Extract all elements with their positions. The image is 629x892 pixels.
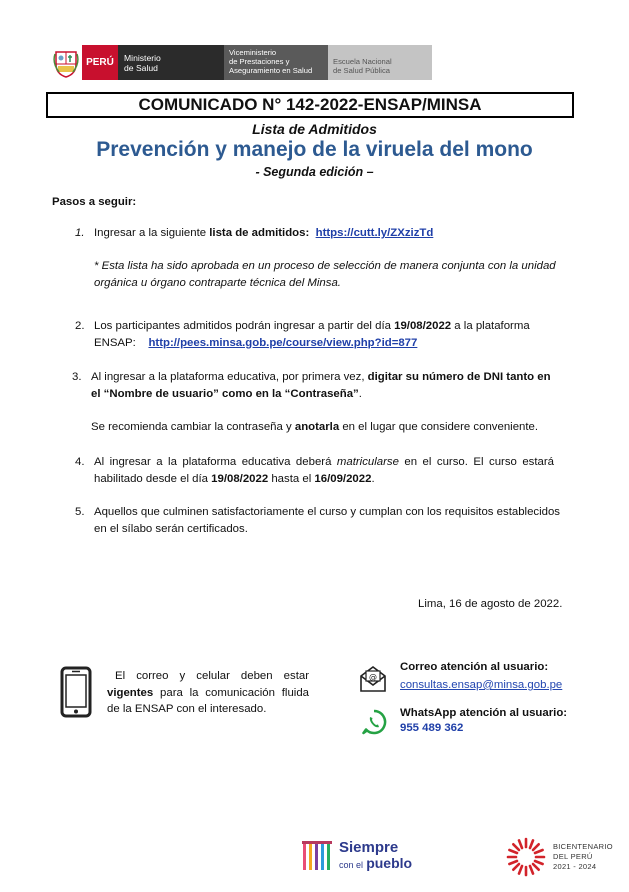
admitidos-list-link[interactable]: https://cutt.ly/ZXzizTd: [315, 227, 434, 239]
whatsapp-icon: [361, 709, 387, 738]
step3-number: 3.: [72, 371, 82, 383]
pasos-heading: Pasos a seguir:: [52, 196, 137, 208]
course-title: Prevención y manejo de la viruela del mono: [96, 138, 533, 161]
svg-text:@: @: [369, 672, 377, 682]
hands-logo-icon: [300, 838, 336, 874]
platform-course-link[interactable]: http://pees.minsa.gob.pe/course/view.php?id=877: [148, 336, 418, 349]
comunicado-box: [46, 92, 574, 118]
viceministerio-label: Viceministerio de Prestaciones y Aseguramiento en Salud: [224, 45, 328, 80]
step3-text: Al ingresar a la plataforma educativa, por primera vez, digitar su número de DNI tanto en el “Nombre de usuario” como en la “Contraseña”.: [91, 371, 551, 400]
siempre-con-el-pueblo-logo: Siempre con el pueblo: [300, 838, 412, 874]
email-icon: [358, 664, 388, 697]
ministerio-label: Ministerio de Salud: [118, 45, 224, 80]
header-logo-bar: [50, 45, 432, 80]
step2-text: Los participantes admitidos podrán ingresar a partir del día 19/08/2022 a la plataforma ENSAP: http://pees.minsa.gob.pe/course/view.php?id=877: [94, 320, 530, 349]
bicentenario-emblem-icon: [505, 836, 547, 878]
step4-text: Al ingresar a la plataforma educativa deberá matricularse en el curso. El curso estará habilitado desde el día 19/08/2022 hasta el 16/09/2022.: [94, 456, 554, 485]
escuela-label: Escuela Nacional de Salud Pública: [328, 45, 432, 80]
lista-admitidos-heading: Lista de Admitidos: [252, 121, 377, 137]
step5-text: Aquellos que culminen satisfactoriamente el curso y cumplan con los requisitos establecidos en el sílabo serán certificados.: [94, 506, 560, 535]
phone-contact-note: El correo y celular deben estar vigentes para la comunicación fluida de la ENSAP con el interesado.: [107, 670, 309, 715]
step1-number: 1.: [75, 227, 85, 239]
step1-note: * Esta lista ha sido aprobada en un proceso de selección de manera conjunta con la unidad orgánica u órgano contraparte técnica del Minsa.: [94, 260, 556, 289]
email-title: Correo atención al usuario:: [400, 661, 549, 673]
step1-text: Ingresar a la siguiente lista de admitidos: https://cutt.ly/ZXzizTd: [94, 227, 434, 239]
step3-recommendation: Se recomienda cambiar la contraseña y anotarla en el lugar que considere conveniente.: [91, 421, 539, 433]
step2-number: 2.: [75, 320, 85, 332]
comunicado-title: COMUNICADO N° 142-2022-ENSAP/MINSA: [138, 95, 482, 114]
peru-label: PERÚ: [82, 45, 118, 80]
whatsapp-title: WhatsApp atención al usuario:: [400, 707, 568, 719]
step5-number: 5.: [75, 506, 85, 518]
step4-number: 4.: [75, 456, 85, 468]
whatsapp-number: 955 489 362: [400, 722, 464, 734]
edition-label: - Segunda edición –: [255, 165, 374, 179]
phone-icon: [60, 666, 92, 721]
bicentenario-logo: BICENTENARIO DEL PERÚ 2021 - 2024: [505, 836, 613, 878]
email-link[interactable]: consultas.ensap@minsa.gob.pe: [400, 679, 563, 691]
peru-coat-of-arms-icon: [50, 45, 82, 80]
date-line: Lima, 16 de agosto de 2022.: [418, 598, 563, 610]
